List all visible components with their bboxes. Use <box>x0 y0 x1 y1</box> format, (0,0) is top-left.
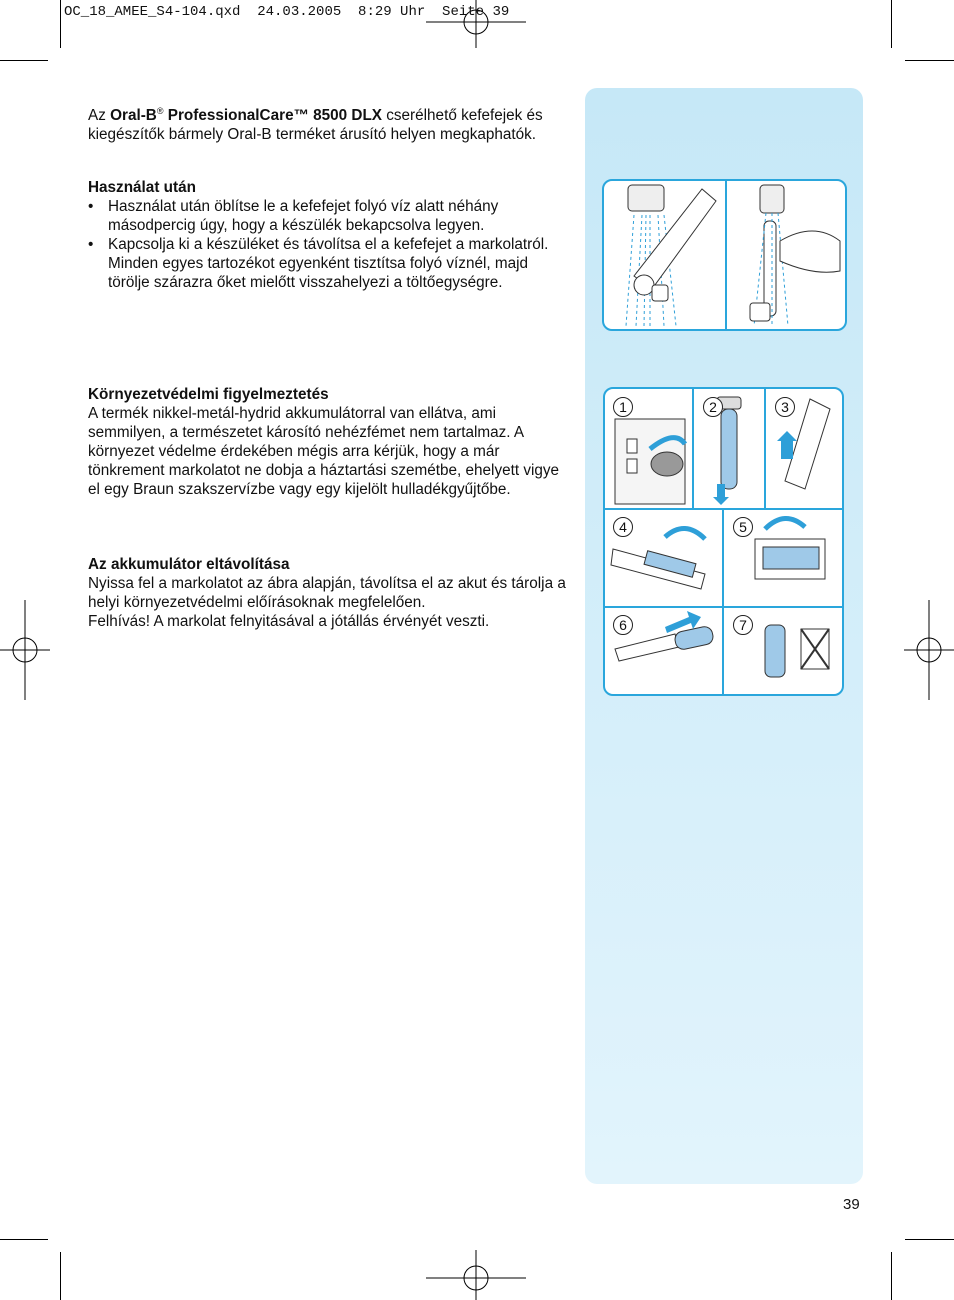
step-number: 3 <box>775 397 795 417</box>
crop-mark <box>891 1252 892 1300</box>
rinse-illustration <box>602 179 847 331</box>
environment-body: A termék nikkel-metál-hydrid akkumulátorral van ellátva, ami semmilyen, a természetet károsító nehézfémet nem tartalmaz. A környezet védelme érdekében mégis arra kérjük, hogy a már tönkrement markolatot ne dobja a háztartási szemétbe, ehelyett vigye el egy Braun szakszervízbe vagy egy kijelölt hulladékgyűjtőbe. <box>88 405 560 498</box>
product-name: ProfessionalCare™ 8500 DLX <box>163 107 382 125</box>
step-number: 6 <box>613 615 633 635</box>
crop-mark <box>891 0 892 48</box>
list-item: • Használat után öblítse le a kefefejet folyó víz alatt néhány másodpercig úgy, hogy a készülék bekapcsolva legyen. <box>88 197 568 235</box>
page-number: 39 <box>843 1196 860 1213</box>
battery-removal-illustration <box>603 387 844 696</box>
environment-heading: Környezetvédelmi figyelmeztetés <box>88 386 329 403</box>
crop-mark <box>905 60 954 61</box>
rinse-drawing <box>604 181 845 329</box>
intro-prefix: Az <box>88 107 111 125</box>
registration-mark-right <box>904 600 954 700</box>
step-number: 2 <box>703 397 723 417</box>
battery-heading: Az akkumulátor eltávolítása <box>88 556 290 573</box>
crop-mark <box>60 0 61 48</box>
step-number: 5 <box>733 517 753 537</box>
step-number: 7 <box>733 615 753 635</box>
after-use-heading: Használat után <box>88 179 196 196</box>
registered-mark: ® <box>156 106 164 116</box>
crop-mark <box>0 1239 48 1240</box>
intro-rest: kefefejek és kiegészítők bármely Oral-B terméket árusító helyen megkaphatók. <box>88 107 543 144</box>
step-number: 1 <box>613 397 633 417</box>
intro-line1-rest: cserélhető <box>382 107 457 125</box>
battery-section <box>88 555 568 631</box>
registration-mark-bottom <box>426 1250 526 1300</box>
battery-removal-drawing <box>605 389 842 694</box>
step-number: 4 <box>613 517 633 537</box>
brand-name: Oral-B <box>110 107 157 125</box>
intro-paragraph <box>88 102 568 144</box>
crop-mark <box>60 1252 61 1300</box>
after-use-section <box>88 178 568 292</box>
environment-section <box>88 385 568 499</box>
crop-mark <box>905 1239 954 1240</box>
crop-mark <box>0 60 48 61</box>
registration-mark-left <box>0 600 50 700</box>
print-slug: OC_18_AMEE_S4-104.qxd 24.03.2005 8:29 Uhr Seite 39 <box>64 4 510 20</box>
list-item: • Kapcsolja ki a készüléket és távolítsa el a kefefejet a markolatról. Minden egyes tartozékot egyenként tisztítsa folyó víznél, majd törölje szárazra őket mielőtt visszahelyezi a töltőegységre. <box>88 235 568 292</box>
battery-warning: Felhívás! A markolat felnyitásával a jótállás érvényét veszti. <box>88 613 490 630</box>
battery-body: Nyissa fel a markolatot az ábra alapján, távolítsa el az akut és tárolja a helyi környezetvédelmi előírásoknak megfelelően. <box>88 575 566 611</box>
